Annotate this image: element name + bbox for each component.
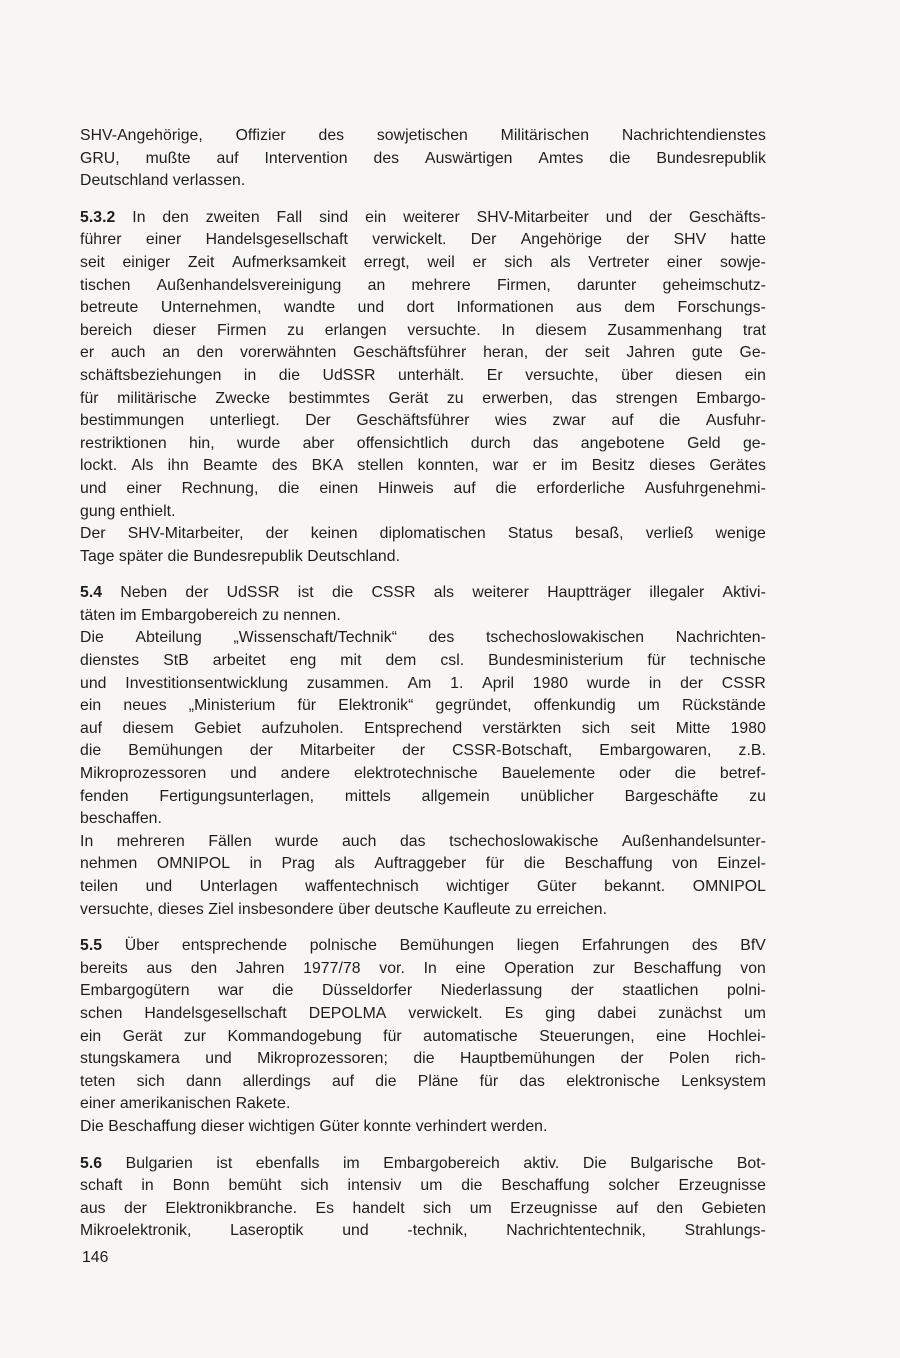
text-word: Embargobereich (383, 1154, 500, 1172)
text-line: stungskamera und Mikroprozessoren; die Hauptbemühungen der Polen rich- (80, 1050, 766, 1068)
text-line: schaft in Bonn bemüht sich intensiv um die Beschaffung solcher Erzeugnisse (80, 1177, 766, 1195)
text-word: zweiten (205, 208, 260, 226)
paragraph-5-5 (80, 935, 766, 1138)
section-number: 5.3.2 (80, 208, 116, 226)
text-line: versuchte, dieses Ziel insbesondere über deutsche Kaufleute zu erreichen. (80, 900, 608, 918)
text-line: Mikroprozessoren und andere elektrotechnische Bauelemente oder die betref- (80, 765, 766, 783)
text-word: SHV-Mitarbeiter (476, 208, 589, 226)
text-word: Neben (120, 584, 168, 602)
text-word: Bulgarien (125, 1154, 193, 1172)
text-line: nehmen OMNIPOL in Prag als Auftraggeber für die Beschaffung von Einzel- (80, 855, 766, 873)
text-line: seit einiger Zeit Aufmerksamkeit erregt, weil er sich als Vertreter einer sowje- (80, 253, 766, 271)
text-word: illegaler (649, 584, 705, 602)
text-line: dienstes StB arbeitet eng mit dem csl. Bundesministerium für technische (80, 652, 766, 670)
text-word: der (185, 584, 209, 602)
text-word: als (433, 584, 455, 602)
text-line: täten im Embargobereich zu nennen. (80, 606, 341, 624)
section-number: 5.6 (80, 1154, 103, 1172)
text-line: Der SHV-Mitarbeiter, der keinen diplomatischen Status besaß, verließ wenige (80, 525, 766, 543)
text-line: aus der Elektronikbranche. Es handelt sich um Erzeugnisse auf den Gebieten (80, 1199, 766, 1217)
text-line: ein Gerät zur Kommandogebung für automatische Steuerungen, eine Hochlei- (80, 1027, 766, 1045)
text-word: die (331, 584, 354, 602)
paragraph-5-3-2 (80, 207, 766, 569)
text-line: bereich dieser Firmen zu erlangen versuchte. In diesem Zusammenhang trat (80, 321, 766, 339)
text-word: den (162, 208, 189, 226)
text-line: und Investitionsentwicklung zusammen. Am 1. April 1980 wurde in der CSSR (80, 674, 766, 692)
paragraph-5-4 (80, 582, 766, 921)
text-word: In (132, 208, 146, 226)
text-word: ist (297, 584, 314, 602)
text-line: beschaffen. (80, 810, 162, 828)
text-line: SHV-Angehörige, Offizier des sowjetischen Militärischen Nachrichtendienstes (80, 127, 766, 144)
text-line: teilen und Unterlagen waffentechnisch wichtiger Güter bekannt. OMNIPOL (80, 878, 766, 895)
text-line: In mehreren Fällen wurde auch das tschechoslowakische Außenhandelsunter- (80, 832, 766, 850)
text-line: lockt. Als ihn Beamte des BKA stellen konnten, war er im Besitz dieses Gerätes (80, 457, 766, 475)
text-word: ist (216, 1154, 233, 1172)
text-word: Geschäfts- (688, 208, 766, 226)
text-word: im (342, 1154, 360, 1172)
text-line: Die Abteilung „Wissenschaft/Technik“ des tschechoslowakischen Nachrichten- (80, 629, 766, 647)
text-word: polnische (309, 937, 377, 955)
text-word: Über (124, 937, 160, 955)
text-word: Bemühungen (399, 937, 495, 955)
text-line: Mikroelektronik, Laseroptik und -technik, Nachrichtentechnik, Strahlungs- (80, 1222, 766, 1240)
text-line: Tage später die Bundesrepublik Deutschland. (80, 547, 401, 565)
text-line: GRU, mußte auf Intervention des Auswärtigen Amtes die Bundesrepublik (80, 149, 766, 167)
text-word: sind (319, 208, 349, 226)
text-word: ein (365, 208, 387, 226)
page-number: 146 (82, 1249, 109, 1266)
paragraph-intro (80, 125, 766, 193)
text-line: er auch an den vorerwähnten Geschäftsführer heran, der seit Jahren gute Ge- (80, 344, 766, 362)
text-word: weiterer (472, 584, 529, 602)
text-line: für militärische Zwecke bestimmtes Gerät zu erwerben, das strengen Embargo- (80, 389, 766, 407)
section-number: 5.4 (80, 584, 103, 602)
text-line: und einer Rechnung, die einen Hinweis auf die erforderliche Ausfuhrgenehmi- (80, 479, 766, 497)
paragraph-5-6 (80, 1153, 766, 1243)
document-page (80, 125, 766, 1243)
text-line: tischen Außenhandelsvereinigung an mehrere Firmen, darunter geheimschutz- (80, 276, 766, 294)
text-word: Aktivi- (722, 584, 766, 602)
text-line: betreute Unternehmen, wandte und dort Informationen aus dem Forschungs- (80, 299, 766, 317)
text-line: Deutschland verlassen. (80, 172, 246, 190)
text-word: ebenfalls (255, 1154, 320, 1172)
text-line: schen Handelsgesellschaft DEPOLMA verwickelt. Es ging dabei zunächst um (80, 1004, 766, 1022)
text-word: UdSSR (226, 584, 280, 602)
text-line: fenden Fertigungsunterlagen, mittels allgemein unüblicher Bargeschäfte zu (80, 787, 766, 805)
text-word: Bot- (736, 1154, 766, 1172)
text-word: Bulgarische (630, 1154, 714, 1172)
text-word: BfV (740, 937, 766, 955)
text-line: die Bemühungen der Mitarbeiter der CSSR-Botschaft, Embargowaren, z.B. (80, 742, 766, 760)
section-number: 5.5 (80, 937, 103, 955)
text-line: Die Beschaffung dieser wichtigen Güter konnte verhindert werden. (80, 1117, 548, 1135)
text-line: bestimmungen unterliegt. Der Geschäftsführer wies zwar auf die Ausfuhr- (80, 412, 766, 430)
text-line: teten sich dann allerdings auf die Pläne für das elektronische Lenksystem (80, 1072, 766, 1090)
text-line: auf diesem Gebiet aufzuholen. Entsprechend verstärkten sich seit Mitte 1980 (80, 719, 766, 737)
text-line: bereits aus den Jahren 1977/78 vor. In eine Operation zur Beschaffung von (80, 959, 766, 977)
text-word: Erfahrungen (581, 937, 670, 955)
text-word: der (649, 208, 673, 226)
text-word: aktiv. (523, 1154, 560, 1172)
text-word: Hauptträger (547, 584, 632, 602)
text-line: schäftsbeziehungen in die UdSSR unterhält. Er versuchte, über diesen ein (80, 366, 766, 384)
text-word: CSSR (371, 584, 416, 602)
text-line: gung enthielt. (80, 502, 176, 520)
text-line: restriktionen hin, wurde aber offensichtlich durch das angebotene Geld ge- (80, 434, 766, 452)
text-word: entsprechende (181, 937, 288, 955)
text-word: Fall (276, 208, 303, 226)
text-word: weiterer (403, 208, 460, 226)
text-word: Die (582, 1154, 607, 1172)
text-line: Embargogütern war die Düsseldorfer Niederlassung der staatlichen polni- (80, 982, 766, 1000)
text-line: ein neues „Ministerium für Elektronik“ gegründet, offenkundig um Rückstände (80, 697, 766, 715)
text-word: liegen (516, 937, 560, 955)
text-word: des (692, 937, 718, 955)
text-line: einer amerikanischen Rakete. (80, 1095, 291, 1113)
text-line: führer einer Handelsgesellschaft verwickelt. Der Angehörige der SHV hatte (80, 231, 766, 249)
text-word: und (605, 208, 633, 226)
